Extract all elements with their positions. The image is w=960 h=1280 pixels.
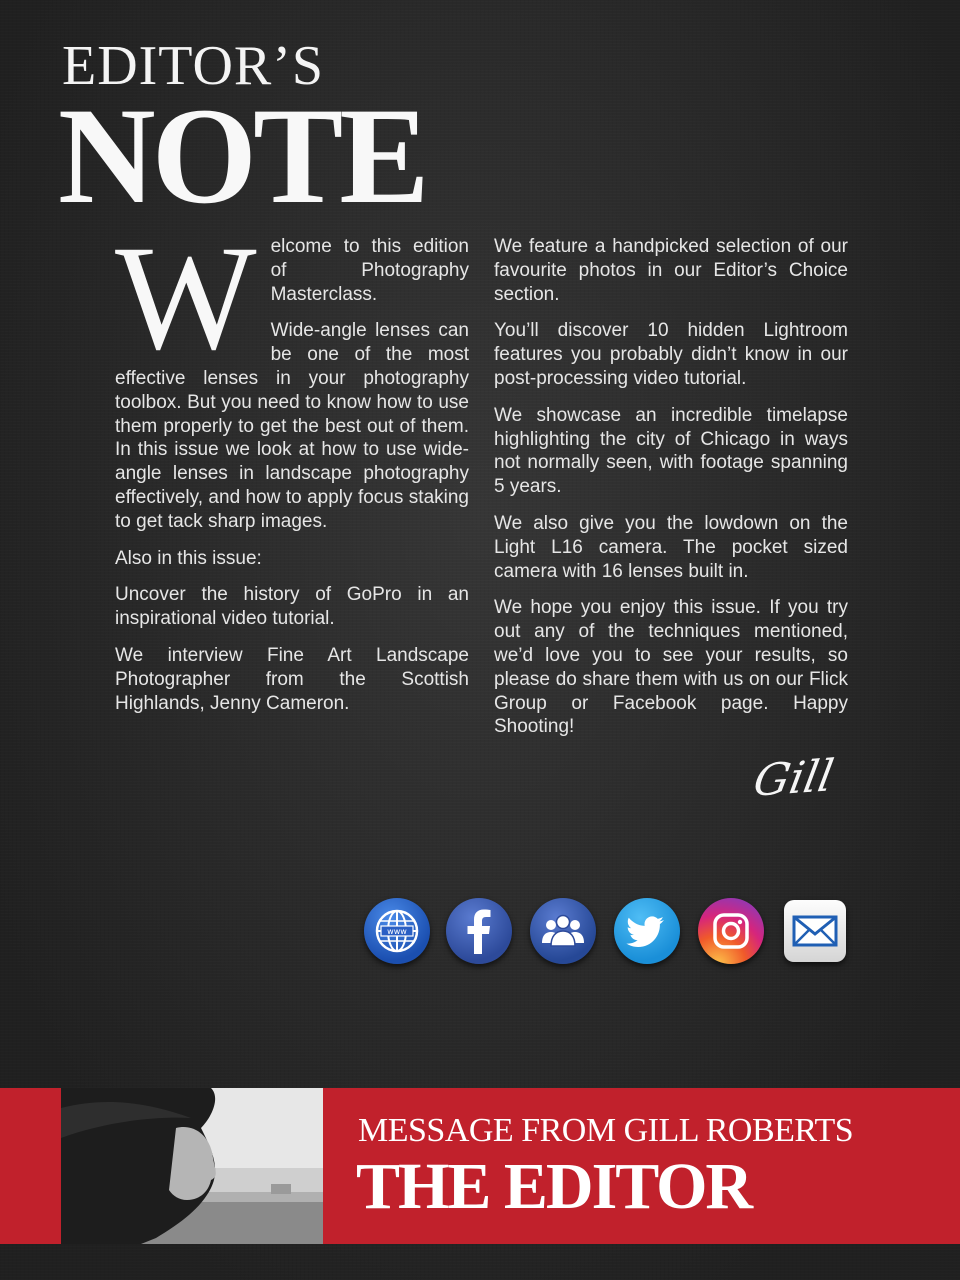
twitter-icon[interactable] [614, 898, 680, 964]
right-column [494, 235, 848, 752]
editor-photo [61, 1088, 323, 1244]
editors-kicker: EDITOR’S [62, 35, 325, 97]
svg-text:www: www [387, 927, 407, 936]
drop-cap: W [115, 215, 257, 381]
mail-icon[interactable] [784, 900, 846, 962]
body-paragraph: We also give you the lowdown on the Light L16 camera. The pocket sized camera with 16 lenses built in. [494, 512, 848, 582]
intro-paragraph: We interview Fine Art Landscape Photographer from the Scottish Highlands, Jenny Cameron. [115, 644, 469, 714]
footer-title: THE EDITOR [356, 1150, 752, 1223]
instagram-icon[interactable] [698, 898, 764, 964]
web-icon[interactable] [364, 898, 430, 964]
intro-paragraph: Welcome to this edition of Photography Masterclass. [115, 215, 469, 381]
group-icon[interactable] [530, 898, 596, 964]
facebook-icon[interactable] [446, 898, 512, 964]
footer-subtitle: MESSAGE FROM GILL ROBERTS [358, 1112, 854, 1149]
intro-paragraph: Wide-angle lenses can be one of the most effective lenses in your photography toolbox. But you need to know how to use them properly to get the best out of them. In this issue we look at how to use wide-angle lenses in landscape photography effectively, and how to apply focus staking to get tack sharp images. [115, 320, 469, 532]
body-paragraph: We feature a handpicked selection of our favourite photos in our Editor’s Choice section. [494, 236, 848, 305]
body-paragraph: We showcase an incredible timelapse highlighting the city of Chicago in ways not normally seen, with footage spanning 5 years. [494, 404, 848, 498]
body-paragraph: You’ll discover 10 hidden Lightroom features you probably didn’t know in our post-processing video tutorial. [494, 320, 848, 389]
body-paragraph: We hope you enjoy this issue. If you try out any of the techniques mentioned, we’d love you to see your results, so please do share them with us on our Flick Group or Facebook page. Happy Shooting! [494, 597, 848, 738]
intro-column [115, 215, 469, 728]
page-title: NOTE [58, 79, 426, 232]
intro-paragraph: Also in this issue: [115, 547, 262, 569]
editor-signature: Gill [749, 750, 838, 807]
intro-paragraph: Uncover the history of GoPro in an inspirational video tutorial. [115, 584, 469, 630]
